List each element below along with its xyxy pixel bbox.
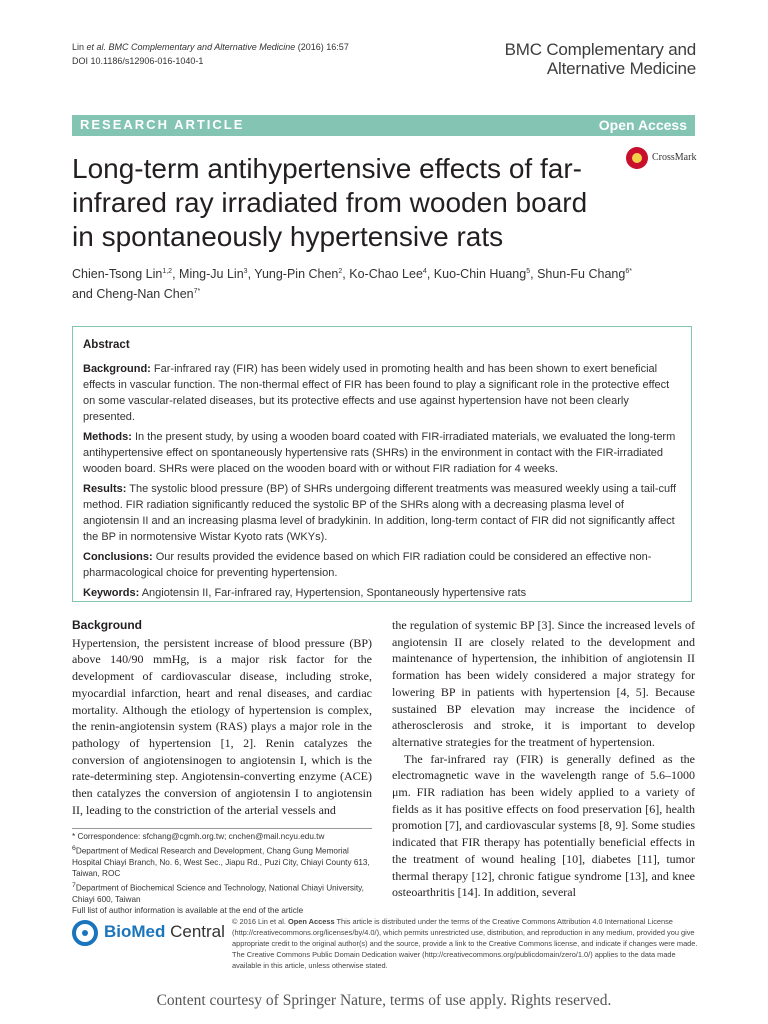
author-info-note: Full list of author information is available at the end of the article	[72, 906, 304, 916]
courtesy-footer: Content courtesy of Springer Nature, terms of use apply. Rights reserved.	[156, 992, 612, 1009]
abstract-background: Background: Far-infrared ray (FIR) has been widely used in promoting health and has been shown to exert beneficial effects in vascular function. The non-thermal effect of FIR has been found to play a significant role in the protective effect on some vascular-related diseases, but its protective effects and use against hypertension have not been clearly presented.	[83, 363, 670, 423]
crossmark-icon	[626, 147, 648, 169]
license-text: © 2016 Lin et al. Open Access This article is distributed under the terms of the Creative Commons Attribution 4.0 International License (http://creativecommons.org/licenses/by/4.0/), which permits unrestricted use, distribution, and reproduction in any medium, provided you give appropriate credit to the original author(s) and the source, provide a link to the Creative Commons license, and indicate if changes were made. The Creative Commons Public Domain Dedication waiver (http://creativecommons.org/publicdomain/zero/1.0/) applies to the data made available in this article, unless otherwise stated.	[232, 917, 698, 970]
author-list: Chien-Tsong Lin$^{1,2}$, Ming-Ju Lin$^3$, Yung-Pin Chen$^2$, Ko-Chao Lee$^4$, Kuo-Chin Huang$^5$, Shun-Fu Chang$^{6*}$ and Cheng-Nan Chen$^{7*}$	[72, 267, 632, 302]
crossmark-badge[interactable]	[626, 147, 706, 173]
journal-name: BMC Complementary and Alternative Medicine	[504, 40, 696, 78]
author[interactable]: Ming-Ju Lin	[179, 267, 244, 282]
open-access-label: Open Access	[598, 117, 687, 133]
biomed-central-logo[interactable]: BioMed Central	[72, 920, 222, 950]
body-paragraph: The far-infrared ray (FIR) is generally defined as the electromagnetic wave in the wavelength range of 5.6–1000 μm. FIR radiation has been widely applied to a variety of fields as it has positive effects on food preservation [6], health promotion [7], and cardiovascular systems [8, 9]. Some studies indicated that FIR therapy has potentially beneficial effects in the treatment of wound healing [10], diabetes [11], tumor thermal therapy [12], chronic fatigue syndrome [13], and knee osteoarthritis [14]. In addition, several	[392, 751, 695, 900]
body-paragraph: Hypertension, the persistent increase of blood pressure (BP) above 140/90 mmHg, is a major risk factor for the development of cardiovascular disease, including stroke, myocardial infarction, heart and renal diseases, and cardiac mortality. Although the etiology of hypertension is complex, the renin-angiotensin system (RAS) plays a major role in the pathology of hypertension [1, 2]. Renin catalyzes the conversion of angiotensinogen to angiotensin I, which is the rate-determining step. Angiotensin-converting enzyme (ACE) then catalyzes the conversion of angiotensin I to angiotensin II, leading to the constriction of the arterial vessels and	[72, 635, 372, 817]
body-column-left	[72, 617, 372, 818]
affiliation-7: $^7$Department of Biochemical Science and Technology, National Chiayi University, Chiayi 600, Taiwan	[72, 881, 364, 904]
citation-line: Lin et al. BMC Complementary and Alternative Medicine (2016) 16:57	[72, 42, 349, 52]
citation-header	[72, 40, 349, 68]
author[interactable]: Kuo-Chin Huang	[433, 267, 527, 282]
abstract-conclusions: Conclusions: Our results provided the evidence based on which FIR radiation could be considered an effective non-pharmacological choice for preventing hypertension.	[83, 551, 652, 579]
author[interactable]: and Cheng-Nan Chen	[72, 287, 194, 302]
doi: DOI 10.1186/s12906-016-1040-1	[72, 56, 204, 66]
article-type-label: RESEARCH ARTICLE	[80, 117, 245, 132]
affiliation-6: $^6$Department of Medical Research and Development, Chang Gung Memorial Hospital Chiayi Branch, No. 6, West Sec., Jiapu Rd., Puzi City, Chiayi County 613, Taiwan, ROC	[72, 844, 370, 879]
author[interactable]: Yung-Pin Chen	[254, 267, 339, 282]
abstract-keywords: Keywords: Angiotensin II, Far-infrared ray, Hypertension, Spontaneously hypertensive rats	[83, 587, 527, 599]
abstract-box	[72, 326, 692, 602]
article-type-banner	[72, 115, 695, 136]
crossmark-label: CrossMark	[652, 152, 697, 163]
biomed-logo-icon	[72, 920, 98, 946]
body-paragraph: the regulation of systemic BP [3]. Since the increased levels of angiotensin II are closely related to the development and maintenance of hypertension, the inhibition of angiotensin II formation has been widely considered a major strategy for lowering BP in patients with hypertension [4, 5]. Because sustained BP elevation may increase the incidence of atherosclerosis and stroke, it is important to develop alternative strategies for the treatment of hypertension.	[392, 618, 695, 749]
footnotes	[72, 828, 372, 917]
abstract-methods: Methods: In the present study, by using a wooden board coated with FIR-irradiated materials, we evaluated the long-term antihypertensive effect on spontaneously hypertensive rats (SHRs) in the environment in contact with the FIR-irradiated wooden board. SHRs were placed on the wooden board with or without FIR radiation for 4 weeks.	[83, 431, 676, 475]
abstract-results: Results: The systolic blood pressure (BP) of SHRs undergoing different treatments was measured weekly using a tail-cuff method. FIR radiation significantly reduced the systolic BP of the SHRs along with a decreasing plasma level of angiotensin II and an increasing plasma level of bradykinin. In addition, long-term contact of FIR did not significantly affect the BP in normotensive Wistar Kyoto rats (WKYs).	[83, 483, 677, 543]
body-column-right	[392, 617, 695, 901]
article-title: Long-term antihypertensive effects of far-infrared ray irradiated from wooden board in spontaneously hypertensive rats	[72, 153, 588, 252]
section-heading: Background	[72, 618, 143, 632]
abstract-heading: Abstract	[83, 339, 130, 351]
author[interactable]: Ko-Chao Lee	[349, 267, 423, 282]
correspondence[interactable]: * Correspondence: sfchang@cgmh.org.tw; cnchen@mail.ncyu.edu.tw	[72, 832, 325, 841]
author[interactable]: Shun-Fu Chang	[537, 267, 626, 282]
author[interactable]: Chien-Tsong Lin	[72, 267, 163, 282]
